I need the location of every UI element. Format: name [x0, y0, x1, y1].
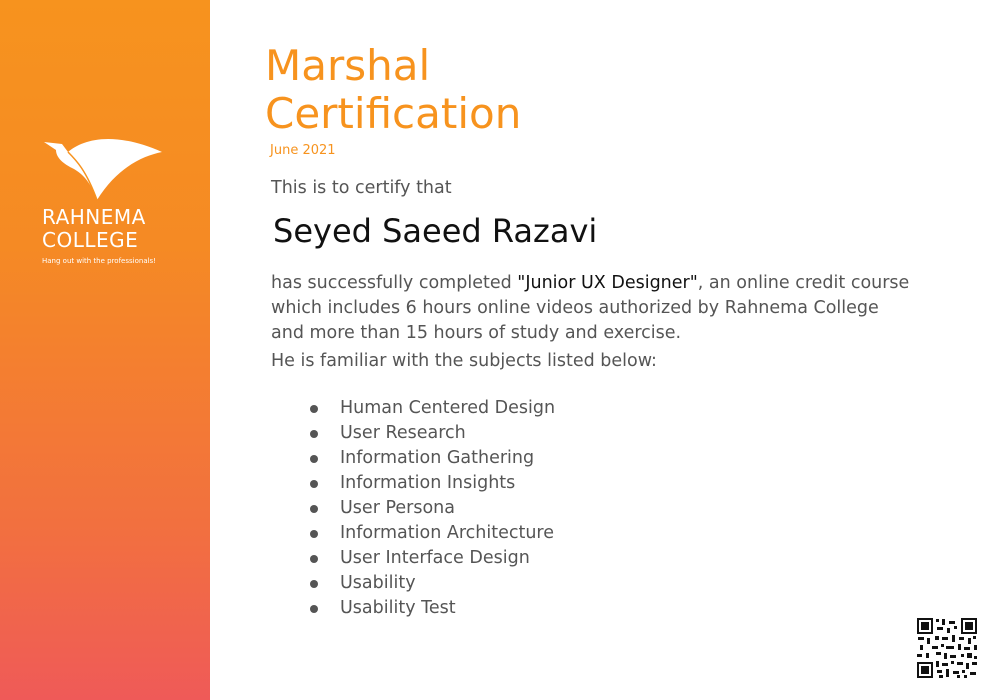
certify-intro: This is to certify that [271, 178, 452, 198]
subjects-intro: He is familiar with the subjects listed below: [271, 351, 657, 371]
subject-item: Information Architecture [310, 521, 555, 546]
title-line-2: Certification [265, 89, 522, 138]
subject-item: Human Centered Design [310, 396, 555, 421]
brand-name [42, 206, 167, 252]
statement-line-3: and more than 15 hours of study and exercise. [271, 323, 682, 343]
brand-line-1: RAHNEMA [42, 205, 146, 229]
subject-item: User Research [310, 421, 555, 446]
subject-item: Usability [310, 571, 555, 596]
brand-line-2: COLLEGE [42, 228, 139, 252]
statement-line-1-suffix: , an online credit course [697, 273, 910, 293]
statement-prefix: has successfully completed [271, 273, 518, 293]
college-logo [42, 130, 167, 265]
statement-line-2: which includes 6 hours online videos authorized by Rahnema College [271, 298, 879, 318]
subject-item: User Interface Design [310, 546, 555, 571]
subject-item: Information Insights [310, 471, 555, 496]
course-name: "Junior UX Designer" [517, 273, 698, 293]
certificate-title [265, 42, 521, 138]
bird-book-logo-icon [42, 130, 162, 202]
recipient-name: Seyed Saeed Razavi [273, 212, 598, 250]
subject-item: User Persona [310, 496, 555, 521]
qr-code-icon [916, 617, 978, 679]
brand-tagline: Hang out with the professionals! [42, 257, 157, 265]
subject-item: Information Gathering [310, 446, 555, 471]
subjects-list [310, 396, 555, 621]
certificate-body [265, 0, 1000, 700]
title-line-1: Marshal [265, 41, 431, 90]
completion-statement [271, 271, 971, 346]
certificate-date: June 2021 [270, 143, 336, 158]
statement-line-1 [271, 271, 971, 296]
subject-item: Usability Test [310, 596, 555, 621]
sidebar-panel [0, 0, 210, 700]
